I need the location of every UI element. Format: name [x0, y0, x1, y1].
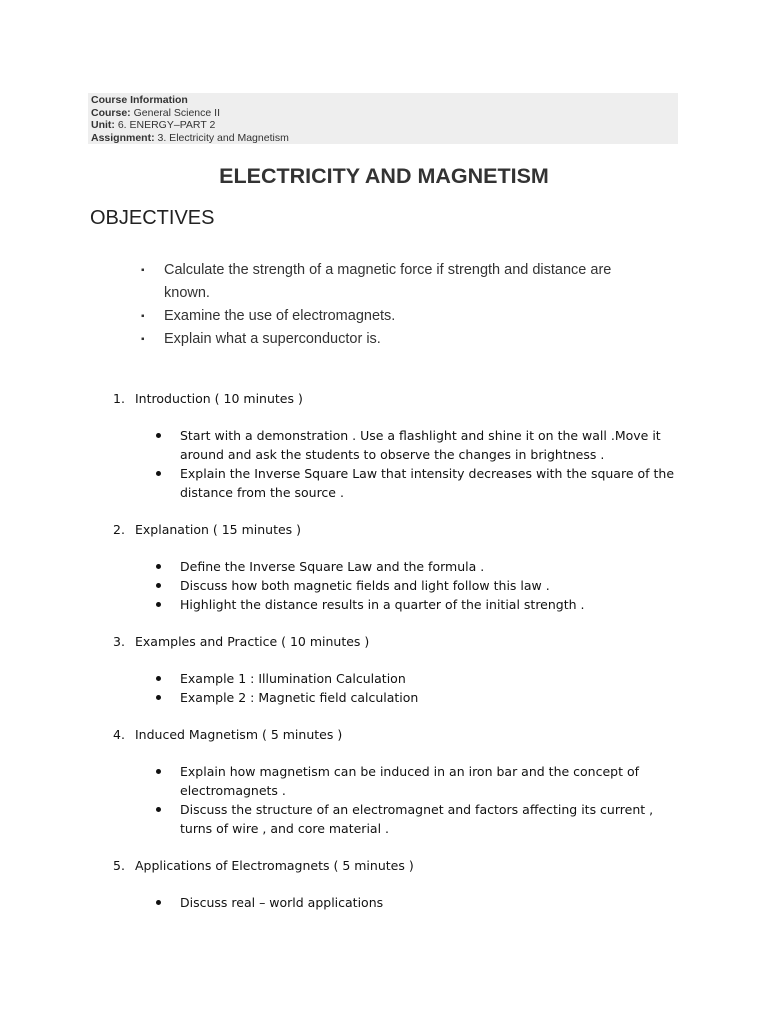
section-number: 2.: [113, 522, 125, 537]
lesson-sections-list: [110, 389, 690, 930]
section-heading: [110, 520, 690, 540]
section-number: 1.: [113, 391, 125, 406]
objective-text: Examine the use of electromagnets.: [164, 308, 396, 324]
assignment-label: Assignment:: [91, 131, 155, 144]
page-title: ELECTRICITY AND MAGNETISM: [219, 164, 549, 188]
bullet-dot-icon: [156, 900, 161, 905]
objective-text: Explain what a superconductor is.: [164, 331, 381, 347]
section-number: 5.: [113, 858, 125, 873]
objectives-list: [140, 259, 660, 351]
section-items: [110, 762, 690, 838]
lesson-section: [110, 725, 690, 838]
course-value: General Science II: [130, 106, 220, 119]
objective-item: [140, 328, 660, 351]
section-number: 3.: [113, 634, 125, 649]
section-title: Explanation ( 15 minutes ): [135, 522, 302, 537]
bullet-dot-icon: [156, 807, 161, 812]
section-heading: [110, 856, 690, 876]
bullet-dot-icon: [156, 564, 161, 569]
section-items: [110, 893, 690, 912]
section-heading: [110, 389, 690, 409]
course-line: [91, 107, 675, 120]
square-bullet-icon: ▪: [141, 265, 145, 276]
square-bullet-icon: ▪: [141, 311, 145, 322]
unit-label: Unit:: [91, 119, 115, 131]
list-item: Define the Inverse Square Law and the formula .: [110, 557, 680, 576]
bullet-dot-icon: [156, 676, 161, 681]
lesson-section: [110, 632, 690, 707]
bullet-dot-icon: [156, 583, 161, 588]
lesson-section: [110, 520, 690, 614]
course-information-box: [88, 93, 678, 144]
section-heading: [110, 725, 690, 745]
lesson-section: [110, 389, 690, 502]
section-items: [110, 426, 690, 502]
lesson-section: [110, 856, 690, 912]
objective-item: [140, 305, 660, 328]
unit-line: [91, 119, 675, 132]
section-title: Induced Magnetism ( 5 minutes ): [135, 727, 343, 742]
list-item: Discuss the structure of an electromagnet and factors affecting its current , turns of wire , and core material .: [110, 800, 680, 838]
objective-item: [140, 259, 660, 305]
bullet-dot-icon: [156, 433, 161, 438]
section-items: [110, 557, 690, 614]
list-item: Discuss how both magnetic fields and light follow this law .: [110, 576, 680, 595]
objective-text: Calculate the strength of a magnetic force if strength and distance are known.: [164, 262, 612, 301]
course-information-heading: Course Information: [91, 94, 188, 106]
section-title: Examples and Practice ( 10 minutes ): [135, 634, 370, 649]
section-title: Applications of Electromagnets ( 5 minutes ): [135, 858, 414, 873]
list-item: Example 2 : Magnetic field calculation: [110, 688, 680, 707]
bullet-dot-icon: [156, 695, 161, 700]
objectives-heading: OBJECTIVES: [90, 207, 215, 229]
bullet-dot-icon: [156, 769, 161, 774]
list-item: Explain the Inverse Square Law that intensity decreases with the square of the distance from the source .: [110, 464, 680, 502]
list-item: Example 1 : Illumination Calculation: [110, 669, 680, 688]
section-title: Introduction ( 10 minutes ): [135, 391, 303, 406]
assignment-line: [91, 132, 675, 145]
unit-value: 6. ENERGY–PART 2: [114, 119, 216, 131]
square-bullet-icon: ▪: [141, 334, 145, 345]
section-items: [110, 669, 690, 707]
list-item: Highlight the distance results in a quarter of the initial strength .: [110, 595, 680, 614]
list-item: Explain how magnetism can be induced in an iron bar and the concept of electromagnets .: [110, 762, 680, 800]
course-label: Course:: [91, 106, 131, 119]
bullet-dot-icon: [156, 471, 161, 476]
list-item: Start with a demonstration . Use a flashlight and shine it on the wall .Move it around and ask the students to observe the changes in brightness .: [110, 426, 680, 464]
list-item: Discuss real – world applications: [110, 893, 680, 912]
section-heading: [110, 632, 690, 652]
bullet-dot-icon: [156, 602, 161, 607]
section-number: 4.: [113, 727, 125, 742]
assignment-value: 3. Electricity and Magnetism: [154, 131, 289, 144]
